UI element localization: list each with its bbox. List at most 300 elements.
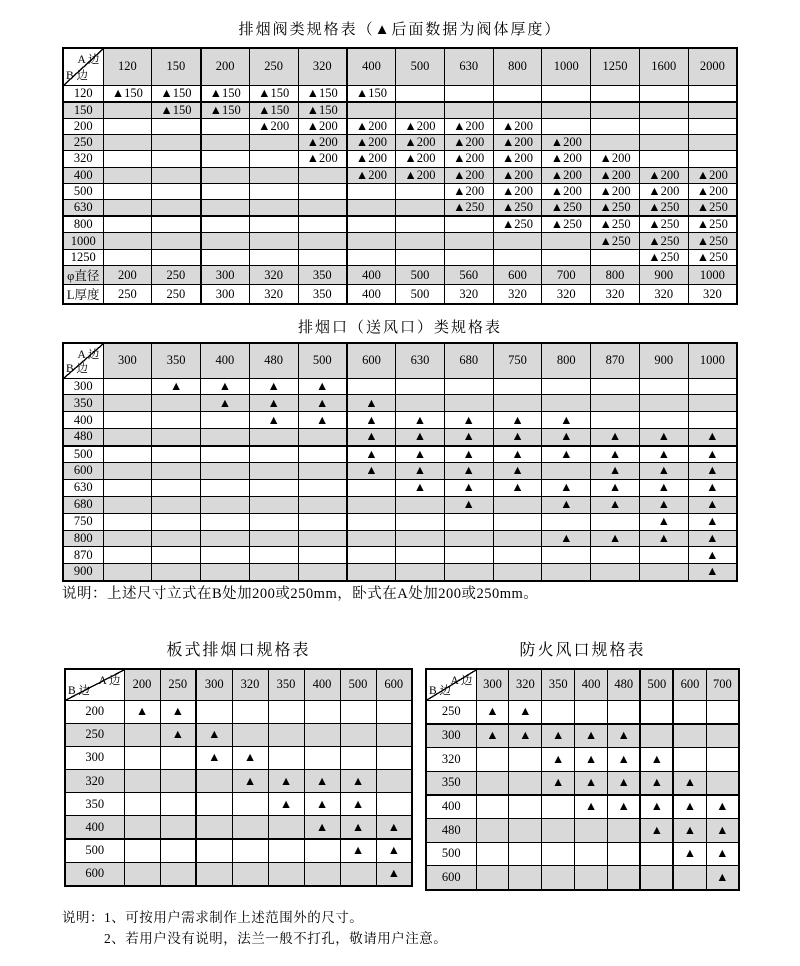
empty-cell bbox=[249, 513, 298, 530]
empty-cell bbox=[688, 395, 737, 412]
column-header: 320 bbox=[509, 669, 542, 700]
empty-cell bbox=[152, 118, 201, 134]
table-row bbox=[63, 564, 737, 581]
empty-cell bbox=[152, 184, 201, 200]
spec-cell: ▲ bbox=[493, 412, 542, 429]
empty-cell bbox=[152, 134, 201, 150]
empty-cell bbox=[493, 496, 542, 513]
spec-cell: ▲ bbox=[152, 378, 201, 395]
spec-cell: ▲ bbox=[542, 479, 591, 496]
empty-cell bbox=[493, 249, 542, 265]
empty-cell bbox=[298, 429, 347, 446]
empty-cell bbox=[396, 233, 445, 249]
empty-cell bbox=[103, 167, 152, 183]
empty-cell bbox=[639, 412, 688, 429]
spec-cell: ▲ bbox=[688, 479, 737, 496]
empty-cell bbox=[509, 818, 542, 842]
empty-cell bbox=[103, 496, 152, 513]
spec-cell: ▲ bbox=[639, 530, 688, 547]
empty-cell bbox=[304, 839, 340, 862]
empty-cell bbox=[640, 866, 673, 890]
column-header: 600 bbox=[673, 669, 706, 700]
spec-cell: ▲200 bbox=[444, 134, 493, 150]
row-header: 300 bbox=[65, 746, 124, 769]
spec-cell: 250 bbox=[152, 285, 201, 305]
table-row bbox=[426, 700, 739, 724]
empty-cell bbox=[201, 412, 250, 429]
spec-cell: 300 bbox=[201, 285, 250, 305]
empty-cell bbox=[201, 429, 250, 446]
empty-cell bbox=[347, 496, 396, 513]
empty-cell bbox=[591, 395, 640, 412]
empty-cell bbox=[249, 249, 298, 265]
spec-cell: ▲250 bbox=[639, 233, 688, 249]
a-side-label: A 边 bbox=[450, 675, 473, 687]
empty-cell bbox=[591, 102, 640, 119]
column-header: 320 bbox=[298, 48, 347, 85]
empty-cell bbox=[103, 530, 152, 547]
row-header: 750 bbox=[63, 513, 103, 530]
empty-cell bbox=[639, 118, 688, 134]
spec-cell: ▲ bbox=[493, 479, 542, 496]
row-header: 630 bbox=[63, 479, 103, 496]
spec-cell: ▲ bbox=[640, 818, 673, 842]
empty-cell bbox=[201, 530, 250, 547]
empty-cell bbox=[152, 167, 201, 183]
empty-cell bbox=[298, 462, 347, 479]
footer-note-line2: 2、若用户没有说明，法兰一般不打孔，敬请用户注意。 bbox=[104, 931, 448, 946]
empty-cell bbox=[249, 462, 298, 479]
empty-cell bbox=[347, 102, 396, 119]
empty-cell bbox=[152, 200, 201, 217]
spec-cell: ▲250 bbox=[688, 200, 737, 217]
empty-cell bbox=[124, 862, 160, 885]
empty-cell bbox=[249, 233, 298, 249]
spec-cell: ▲ bbox=[639, 496, 688, 513]
row-header: 600 bbox=[426, 866, 476, 890]
empty-cell bbox=[196, 700, 232, 723]
spec-cell: ▲ bbox=[640, 771, 673, 795]
empty-cell bbox=[249, 429, 298, 446]
spec-cell: ▲ bbox=[639, 446, 688, 463]
spec-cell: ▲250 bbox=[493, 216, 542, 233]
empty-cell bbox=[201, 134, 250, 150]
empty-cell bbox=[396, 184, 445, 200]
spec-cell: ▲ bbox=[639, 513, 688, 530]
spec-cell: 500 bbox=[396, 266, 445, 285]
row-header: 350 bbox=[426, 771, 476, 795]
smoke-outlet-spec-table bbox=[62, 342, 738, 582]
spec-cell: ▲200 bbox=[639, 167, 688, 183]
column-header: 600 bbox=[347, 343, 396, 378]
empty-cell bbox=[340, 723, 376, 746]
row-header: 300 bbox=[426, 724, 476, 748]
row-header: 600 bbox=[63, 462, 103, 479]
column-header: 400 bbox=[201, 343, 250, 378]
table-row bbox=[65, 746, 412, 769]
empty-cell bbox=[639, 547, 688, 564]
spec-cell: 250 bbox=[103, 285, 152, 305]
empty-cell bbox=[688, 85, 737, 102]
empty-cell bbox=[152, 395, 201, 412]
spec-cell: ▲ bbox=[444, 462, 493, 479]
column-header: 500 bbox=[340, 669, 376, 700]
row-header: L厚度 bbox=[63, 285, 103, 305]
empty-cell bbox=[268, 746, 304, 769]
row-header: 480 bbox=[426, 818, 476, 842]
empty-cell bbox=[396, 547, 445, 564]
empty-cell bbox=[509, 866, 542, 890]
empty-cell bbox=[160, 816, 196, 839]
empty-cell bbox=[249, 547, 298, 564]
table-row bbox=[426, 818, 739, 842]
empty-cell bbox=[444, 564, 493, 581]
empty-cell bbox=[706, 771, 739, 795]
table-row bbox=[63, 462, 737, 479]
empty-cell bbox=[376, 700, 412, 723]
empty-cell bbox=[493, 378, 542, 395]
empty-cell bbox=[160, 862, 196, 885]
empty-cell bbox=[340, 862, 376, 885]
column-header: 120 bbox=[103, 48, 152, 85]
header-row bbox=[63, 343, 737, 378]
empty-cell bbox=[249, 564, 298, 581]
empty-cell bbox=[152, 479, 201, 496]
empty-cell bbox=[376, 723, 412, 746]
row-header: 870 bbox=[63, 547, 103, 564]
empty-cell bbox=[591, 378, 640, 395]
table-row bbox=[63, 513, 737, 530]
empty-cell bbox=[103, 395, 152, 412]
empty-cell bbox=[103, 134, 152, 150]
column-header: 500 bbox=[396, 48, 445, 85]
empty-cell bbox=[232, 700, 268, 723]
spec-cell: 320 bbox=[639, 285, 688, 305]
spec-cell: ▲ bbox=[608, 771, 641, 795]
empty-cell bbox=[673, 700, 706, 724]
empty-cell bbox=[575, 700, 608, 724]
column-header: 350 bbox=[152, 343, 201, 378]
spec-cell: ▲200 bbox=[396, 151, 445, 167]
empty-cell bbox=[396, 200, 445, 217]
empty-cell bbox=[298, 530, 347, 547]
spec-cell: ▲ bbox=[201, 378, 250, 395]
empty-cell bbox=[201, 118, 250, 134]
empty-cell bbox=[201, 513, 250, 530]
empty-cell bbox=[347, 184, 396, 200]
spec-cell: 350 bbox=[298, 285, 347, 305]
spec-cell: 1000 bbox=[688, 266, 737, 285]
empty-cell bbox=[673, 724, 706, 748]
spec-cell: ▲ bbox=[706, 795, 739, 819]
spec-cell: ▲ bbox=[304, 770, 340, 793]
empty-cell bbox=[493, 395, 542, 412]
spec-cell: ▲ bbox=[493, 429, 542, 446]
spec-cell: ▲200 bbox=[444, 167, 493, 183]
empty-cell bbox=[591, 85, 640, 102]
spec-cell: ▲ bbox=[444, 479, 493, 496]
table-row bbox=[426, 795, 739, 819]
empty-cell bbox=[509, 795, 542, 819]
empty-cell bbox=[103, 200, 152, 217]
empty-cell bbox=[476, 771, 509, 795]
empty-cell bbox=[124, 793, 160, 816]
empty-cell bbox=[249, 216, 298, 233]
spec-cell: ▲250 bbox=[688, 233, 737, 249]
table-row bbox=[63, 429, 737, 446]
empty-cell bbox=[347, 216, 396, 233]
header-row bbox=[65, 669, 412, 700]
empty-cell bbox=[493, 513, 542, 530]
empty-cell bbox=[232, 816, 268, 839]
spec-cell: ▲250 bbox=[639, 200, 688, 217]
table-row bbox=[63, 547, 737, 564]
empty-cell bbox=[249, 530, 298, 547]
empty-cell bbox=[639, 102, 688, 119]
column-header: 1250 bbox=[591, 48, 640, 85]
row-header: 1000 bbox=[63, 233, 103, 249]
empty-cell bbox=[608, 818, 641, 842]
empty-cell bbox=[152, 412, 201, 429]
spec-cell: ▲ bbox=[347, 395, 396, 412]
column-header: 630 bbox=[396, 343, 445, 378]
empty-cell bbox=[201, 479, 250, 496]
spec-cell: ▲200 bbox=[444, 151, 493, 167]
footer-note-line1: 说明：1、可按用户需求制作上述范围外的尺寸。 bbox=[62, 910, 364, 925]
smoke-outlet-table-note: 说明：上述尺寸立式在B处加200或250mm，卧式在A处加200或250mm。 bbox=[62, 586, 539, 602]
spec-cell: ▲ bbox=[673, 842, 706, 866]
empty-cell bbox=[542, 547, 591, 564]
empty-cell bbox=[201, 446, 250, 463]
empty-cell bbox=[639, 151, 688, 167]
empty-cell bbox=[268, 723, 304, 746]
spec-cell: ▲ bbox=[608, 795, 641, 819]
spec-cell: ▲ bbox=[608, 747, 641, 771]
empty-cell bbox=[396, 249, 445, 265]
empty-cell bbox=[639, 134, 688, 150]
spec-cell: ▲ bbox=[706, 818, 739, 842]
row-header: 350 bbox=[65, 793, 124, 816]
spec-cell: 320 bbox=[249, 266, 298, 285]
spec-cell: 400 bbox=[347, 266, 396, 285]
row-header: 350 bbox=[63, 395, 103, 412]
empty-cell bbox=[608, 700, 641, 724]
column-header: 400 bbox=[575, 669, 608, 700]
header-row bbox=[426, 669, 739, 700]
empty-cell bbox=[103, 412, 152, 429]
empty-cell bbox=[249, 200, 298, 217]
spec-cell: ▲250 bbox=[688, 249, 737, 265]
column-header: 750 bbox=[493, 343, 542, 378]
empty-cell bbox=[201, 151, 250, 167]
table-row bbox=[65, 839, 412, 862]
empty-cell bbox=[542, 378, 591, 395]
empty-cell bbox=[152, 462, 201, 479]
empty-cell bbox=[347, 513, 396, 530]
spec-cell: ▲ bbox=[444, 496, 493, 513]
spec-cell: 600 bbox=[493, 266, 542, 285]
empty-cell bbox=[542, 233, 591, 249]
empty-cell bbox=[298, 496, 347, 513]
row-header: φ直径 bbox=[63, 266, 103, 285]
spec-cell: ▲ bbox=[688, 530, 737, 547]
empty-cell bbox=[640, 724, 673, 748]
empty-cell bbox=[575, 866, 608, 890]
spec-cell: ▲200 bbox=[493, 184, 542, 200]
empty-cell bbox=[298, 446, 347, 463]
spec-cell: ▲250 bbox=[493, 200, 542, 217]
row-header: 500 bbox=[426, 842, 476, 866]
empty-cell bbox=[706, 700, 739, 724]
empty-cell bbox=[152, 513, 201, 530]
column-header: 250 bbox=[249, 48, 298, 85]
row-header: 400 bbox=[426, 795, 476, 819]
empty-cell bbox=[103, 233, 152, 249]
spec-cell: ▲ bbox=[444, 429, 493, 446]
table-row bbox=[65, 862, 412, 885]
spec-cell: ▲200 bbox=[347, 134, 396, 150]
spec-cell: 800 bbox=[591, 266, 640, 285]
spec-cell: ▲ bbox=[688, 462, 737, 479]
empty-cell bbox=[444, 395, 493, 412]
spec-cell: 700 bbox=[542, 266, 591, 285]
column-header: 400 bbox=[304, 669, 340, 700]
empty-cell bbox=[298, 547, 347, 564]
column-header: 500 bbox=[298, 343, 347, 378]
spec-cell: ▲ bbox=[340, 839, 376, 862]
empty-cell bbox=[444, 378, 493, 395]
spec-cell: ▲ bbox=[347, 446, 396, 463]
empty-cell bbox=[542, 818, 575, 842]
empty-cell bbox=[542, 795, 575, 819]
empty-cell bbox=[124, 746, 160, 769]
spec-cell: ▲ bbox=[268, 770, 304, 793]
empty-cell bbox=[268, 862, 304, 885]
empty-cell bbox=[103, 462, 152, 479]
column-header: 1600 bbox=[639, 48, 688, 85]
empty-cell bbox=[376, 770, 412, 793]
empty-cell bbox=[196, 839, 232, 862]
column-header: 200 bbox=[201, 48, 250, 85]
empty-cell bbox=[152, 216, 201, 233]
empty-cell bbox=[298, 167, 347, 183]
empty-cell bbox=[396, 496, 445, 513]
spec-cell: ▲ bbox=[688, 564, 737, 581]
empty-cell bbox=[476, 842, 509, 866]
smoke-valve-table-title: 排烟阀类规格表（▲后面数据为阀体厚度） bbox=[238, 22, 562, 38]
a-side-label: A 边 bbox=[77, 349, 100, 361]
empty-cell bbox=[396, 216, 445, 233]
spec-cell: ▲150 bbox=[201, 85, 250, 102]
empty-cell bbox=[575, 818, 608, 842]
spec-cell: ▲ bbox=[639, 479, 688, 496]
empty-cell bbox=[103, 216, 152, 233]
smoke-outlet-table-title: 排烟口（送风口）类规格表 bbox=[297, 320, 502, 336]
table-row bbox=[63, 118, 737, 134]
empty-cell bbox=[103, 429, 152, 446]
empty-cell bbox=[304, 862, 340, 885]
spec-cell: ▲200 bbox=[444, 184, 493, 200]
spec-cell: ▲ bbox=[196, 723, 232, 746]
empty-cell bbox=[249, 496, 298, 513]
table-row bbox=[63, 233, 737, 249]
spec-cell: ▲200 bbox=[688, 167, 737, 183]
empty-cell bbox=[152, 429, 201, 446]
spec-cell: ▲ bbox=[542, 747, 575, 771]
spec-cell: ▲200 bbox=[591, 167, 640, 183]
empty-cell bbox=[476, 866, 509, 890]
empty-cell bbox=[542, 85, 591, 102]
empty-cell bbox=[160, 793, 196, 816]
empty-cell bbox=[103, 378, 152, 395]
row-header: 800 bbox=[63, 216, 103, 233]
table-row bbox=[63, 216, 737, 233]
empty-cell bbox=[249, 167, 298, 183]
spec-cell: ▲ bbox=[304, 816, 340, 839]
table-row bbox=[426, 747, 739, 771]
table-row bbox=[63, 151, 737, 167]
spec-cell: ▲ bbox=[124, 700, 160, 723]
empty-cell bbox=[493, 547, 542, 564]
a-side-label: A 边 bbox=[98, 675, 121, 687]
empty-cell bbox=[304, 746, 340, 769]
spec-cell: ▲200 bbox=[542, 167, 591, 183]
spec-cell: ▲ bbox=[347, 462, 396, 479]
row-header: 320 bbox=[63, 151, 103, 167]
spec-cell: 320 bbox=[591, 285, 640, 305]
empty-cell bbox=[706, 747, 739, 771]
spec-cell: ▲150 bbox=[347, 85, 396, 102]
spec-cell: ▲200 bbox=[493, 134, 542, 150]
plate-smoke-outlet-spec-table bbox=[64, 668, 413, 887]
b-side-label: B 边 bbox=[66, 362, 89, 375]
column-header: 350 bbox=[268, 669, 304, 700]
empty-cell bbox=[575, 842, 608, 866]
empty-cell bbox=[542, 866, 575, 890]
column-header: 150 bbox=[152, 48, 201, 85]
column-header: 480 bbox=[608, 669, 641, 700]
empty-cell bbox=[298, 249, 347, 265]
empty-cell bbox=[396, 564, 445, 581]
column-header: 800 bbox=[493, 48, 542, 85]
spec-cell: ▲150 bbox=[298, 102, 347, 119]
row-header: 400 bbox=[63, 167, 103, 183]
empty-cell bbox=[201, 496, 250, 513]
empty-cell bbox=[376, 746, 412, 769]
spec-cell: ▲200 bbox=[542, 184, 591, 200]
spec-cell: ▲200 bbox=[493, 118, 542, 134]
empty-cell bbox=[476, 747, 509, 771]
empty-cell bbox=[639, 395, 688, 412]
empty-cell bbox=[160, 839, 196, 862]
empty-cell bbox=[493, 85, 542, 102]
empty-cell bbox=[396, 513, 445, 530]
spec-cell: 320 bbox=[542, 285, 591, 305]
spec-cell: ▲150 bbox=[249, 85, 298, 102]
a-side-label: A 边 bbox=[77, 54, 100, 66]
spec-cell: ▲200 bbox=[396, 118, 445, 134]
b-side-label: B 边 bbox=[429, 684, 452, 697]
corner-axis-cell bbox=[426, 669, 476, 700]
spec-cell: 560 bbox=[444, 266, 493, 285]
row-header: 630 bbox=[63, 200, 103, 217]
table-row bbox=[63, 395, 737, 412]
empty-cell bbox=[639, 85, 688, 102]
b-side-label: B 边 bbox=[66, 69, 89, 82]
row-header: 680 bbox=[63, 496, 103, 513]
spec-cell: ▲ bbox=[160, 700, 196, 723]
empty-cell bbox=[124, 723, 160, 746]
